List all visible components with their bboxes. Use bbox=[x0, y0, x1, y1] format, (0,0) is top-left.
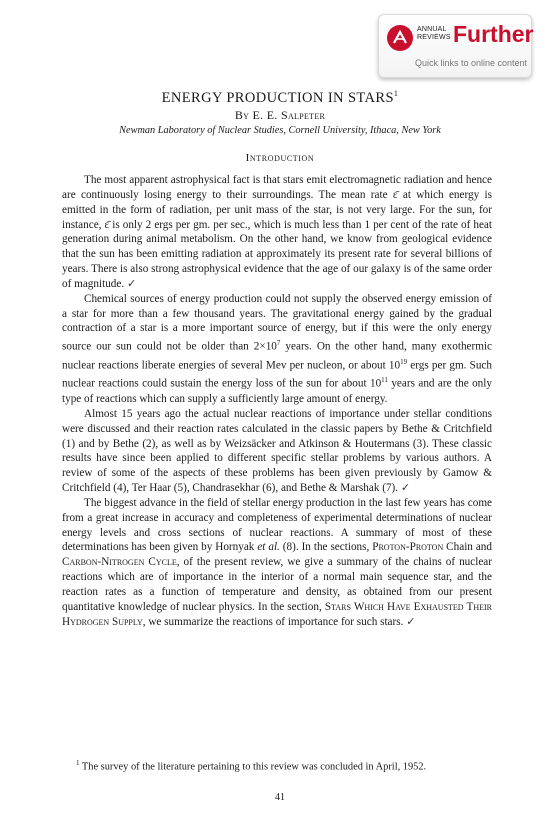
quick-links-tagline[interactable]: Quick links to online content bbox=[415, 58, 528, 68]
paragraph-1 bbox=[62, 173, 492, 292]
paragraph-4-text-e: , we summarize the reactions of importance for such stars. bbox=[142, 615, 404, 628]
paragraph-2-text-c: ergs per gm. Such nuclear reactions could sustain the energy loss of the sun for about 10 bbox=[62, 359, 492, 391]
paragraph-4-text-c: Chain and bbox=[443, 541, 492, 554]
paragraph-4-text-d: , of the present review, we give a summary of the chains of nuclear reactions which are of importance in the interior of a normal main sequence star, and the reaction rates as a function of temperature and density, as obtained from our present quantitative knowledge of nuclear physics. In the section, bbox=[62, 556, 493, 613]
exponent: 7 bbox=[276, 339, 281, 348]
article-title bbox=[0, 89, 560, 107]
annual-reviews-logo-icon bbox=[387, 25, 413, 51]
paragraph-2-text-b: years. On the other hand, many exothermic nuclear reactions liberate energies of several Mev per nucleon, or about 10 bbox=[62, 341, 493, 372]
publisher-name bbox=[417, 26, 451, 42]
paragraph-4-text-b: (8). In the sections, bbox=[279, 541, 373, 554]
paragraph-2 bbox=[62, 292, 492, 407]
paragraph-4 bbox=[62, 496, 492, 630]
page-number: 41 bbox=[275, 792, 285, 803]
section-ref-proton-proton: Proton-Proton bbox=[372, 541, 444, 554]
exponent: 19 bbox=[400, 357, 408, 366]
article-title-text: ENERGY PRODUCTION IN STARS bbox=[161, 89, 394, 106]
paragraph-3 bbox=[62, 407, 492, 496]
paragraph-2-text-a: Chemical sources of energy production could not supply the observed energy emission of a star for more than a few thousand years. The gravitational energy gained by the gradual contraction of a star is a more important source of energy, but if this were the only energy source our sun could not be older than 2×10 bbox=[62, 292, 492, 354]
author-byline: By E. E. Salpeter bbox=[234, 108, 326, 122]
exponent: 11 bbox=[381, 376, 388, 385]
title-footnote-mark: 1 bbox=[393, 89, 399, 98]
section-heading-introduction: Introduction bbox=[245, 152, 315, 164]
section-ref-carbon-nitrogen: Carbon-Nitrogen Cycle bbox=[62, 556, 177, 569]
paragraph-2-text-d: years and are the only type of reactions which can supply a sufficiently large amount of energy. bbox=[62, 378, 492, 406]
publisher-line-2: REVIEWS bbox=[417, 34, 451, 41]
article-body bbox=[62, 173, 492, 630]
check-mark-icon: ✓ bbox=[400, 482, 411, 495]
et-al: et al. bbox=[257, 541, 280, 554]
author-affiliation: Newman Laboratory of Nuclear Studies, Cornell University, Ithaca, New York bbox=[119, 125, 441, 136]
publisher-line-1: ANNUAL bbox=[417, 26, 447, 33]
further-brand[interactable]: Further bbox=[453, 21, 534, 47]
paragraph-4-text-a: The biggest advance in the field of stellar energy production in the last few years has come from a great increase in accuracy and completeness of experimental determinations of nuclear energy levels and cross sections of nuclear reactions. A summary of most of these determinations has been given by Hornyak bbox=[62, 496, 492, 554]
footnote-1 bbox=[62, 757, 492, 774]
check-mark-icon: ✓ bbox=[406, 615, 416, 628]
check-mark-icon: ✓ bbox=[126, 277, 137, 290]
paragraph-1-text: The most apparent astrophysical fact is that stars emit electromagnetic radiation and hence are continuously losing energy to their surroundings. The mean rate ε̄ at which energy is emitted in the form of radiation, per unit mass of the star, is not very large. For the sun, for instance, ε̄ is only 2 ergs per gm. per sec., which is much less than 1 per cent of the rate of heat generation during animal metabolism. On the other hand, we know from geological evidence that the sun has been emitting radiation at approximately its present rate for several billions of years. There is also strong astrophysical evidence that the age of our galaxy is of the same order of magnitude. bbox=[62, 174, 492, 290]
annual-reviews-further-badge[interactable] bbox=[378, 14, 532, 78]
footnote-mark: 1 bbox=[76, 759, 80, 767]
paragraph-3-text: Almost 15 years ago the actual nuclear reactions of importance under stellar conditions were discussed and their reaction rates calculated in the classic papers by Bethe & Critchfield (1) and by Bethe (2), as well as by Weizsäcker and Atkinson & Houtermans (3). These classic results have since been applied to different specific stellar problems by various authors. A review of some of the aspects of these problems has been given previously by Gamow & Critchfield (4), Ter Haar (5), Chandrasekhar (6), and Bethe & Marshak (7). bbox=[62, 407, 492, 495]
footnote-text: The survey of the literature pertaining to this review was concluded in April, 1952. bbox=[79, 761, 427, 773]
section-ref-exhausted-hydrogen: Stars Which Have Exhausted Their Hydrogen Supply bbox=[62, 600, 492, 628]
